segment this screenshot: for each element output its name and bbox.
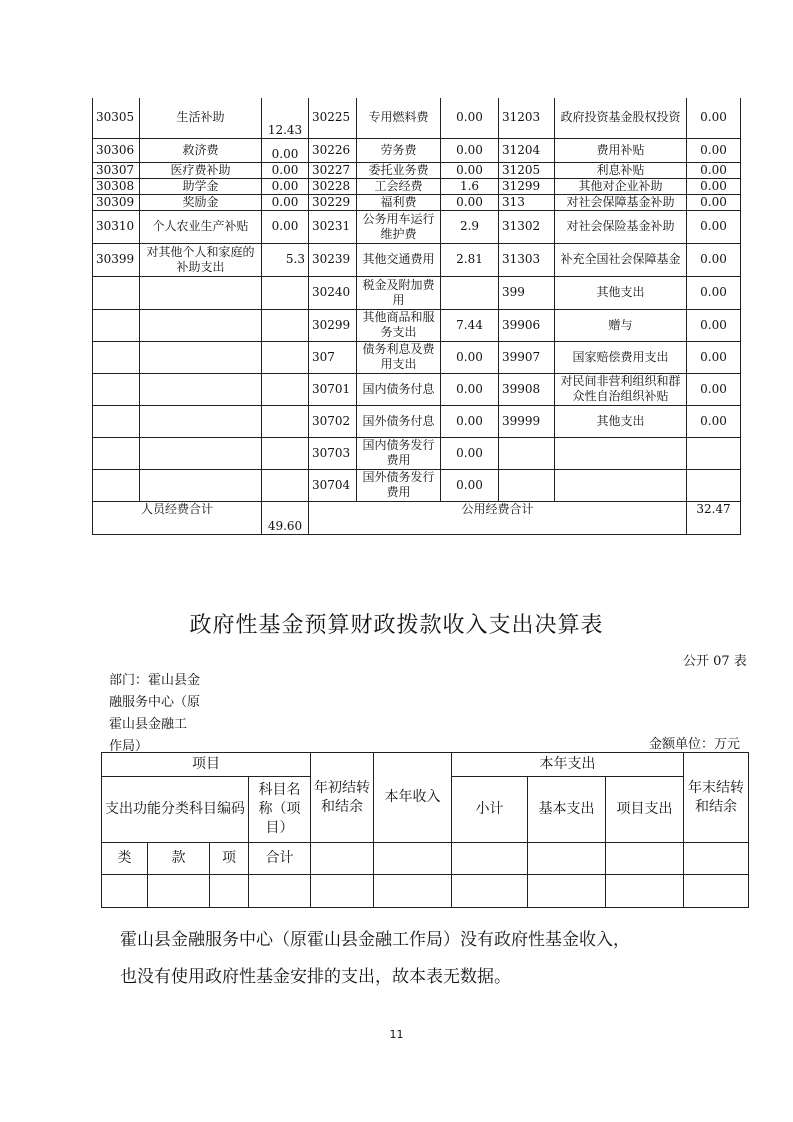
value-right: 0.00 [687, 138, 741, 162]
value-mid: 7.44 [441, 309, 499, 341]
name-left: 个人农业生产补贴 [140, 210, 262, 243]
empty-cell [374, 875, 452, 908]
name-right: 其他对企业补助 [555, 178, 687, 194]
name-mid: 专用燃料费 [357, 98, 441, 138]
empty-cell [606, 875, 684, 908]
header-project-expense: 项目支出 [606, 777, 684, 843]
header-subject-name: 科目名称（项目） [249, 777, 311, 843]
code-mid: 30240 [309, 276, 357, 309]
code-right: 31204 [499, 138, 555, 162]
value-right [687, 469, 741, 501]
value-left [262, 469, 309, 501]
header-subtotal: 小计 [452, 777, 528, 843]
code-right [499, 469, 555, 501]
header-begin-balance: 年初结转和结余 [311, 753, 374, 843]
table-row [93, 469, 741, 501]
value-mid: 0.00 [441, 194, 499, 210]
empty-cell [684, 843, 749, 875]
table-row [93, 373, 741, 405]
name-left: 助学金 [140, 178, 262, 194]
code-mid: 307 [309, 341, 357, 373]
department-line: 部门：霍山县金 [109, 673, 201, 688]
name-right [555, 469, 687, 501]
empty-cell [528, 875, 606, 908]
totals-row [93, 501, 741, 534]
sub-kuan: 款 [148, 843, 210, 875]
value-left: 0.00 [262, 178, 309, 194]
code-mid: 30704 [309, 469, 357, 501]
value-left: 0.00 [262, 210, 309, 243]
table-row [93, 405, 741, 437]
code-left [93, 405, 140, 437]
name-right: 对社会保险基金补助 [555, 210, 687, 243]
value-left [262, 405, 309, 437]
code-left [93, 373, 140, 405]
value-right: 0.00 [687, 210, 741, 243]
fund-budget-table [101, 752, 749, 908]
department-line: 作局） [109, 739, 149, 754]
code-mid: 30225 [309, 98, 357, 138]
value-right: 0.00 [687, 162, 741, 178]
value-mid: 0.00 [441, 341, 499, 373]
name-left [140, 373, 262, 405]
code-left: 30309 [93, 194, 140, 210]
name-mid: 公务用车运行维护费 [357, 210, 441, 243]
value-left: 5.3 [262, 243, 309, 276]
code-mid: 30239 [309, 243, 357, 276]
name-left [140, 405, 262, 437]
value-mid: 0.00 [441, 437, 499, 469]
table-row [93, 98, 741, 138]
code-left: 30307 [93, 162, 140, 178]
value-left [262, 341, 309, 373]
name-left [140, 469, 262, 501]
name-right: 利息补贴 [555, 162, 687, 178]
amount-unit: 金额单位：万元 [649, 737, 741, 752]
value-right: 0.00 [687, 309, 741, 341]
value-right: 0.00 [687, 341, 741, 373]
name-right: 其他支出 [555, 405, 687, 437]
code-right: 31299 [499, 178, 555, 194]
code-left: 30305 [93, 98, 140, 138]
code-mid: 30227 [309, 162, 357, 178]
value-right: 0.00 [687, 98, 741, 138]
name-right: 补充全国社会保障基金 [555, 243, 687, 276]
code-right: 31303 [499, 243, 555, 276]
value-mid: 2.9 [441, 210, 499, 243]
code-right: 31203 [499, 98, 555, 138]
sub-xiang: 项 [210, 843, 249, 875]
empty-cell [311, 875, 374, 908]
name-mid: 国内债务付息 [357, 373, 441, 405]
name-mid: 国外债务发行费用 [357, 469, 441, 501]
code-left: 30308 [93, 178, 140, 194]
name-mid: 福利费 [357, 194, 441, 210]
note-line-1: 霍山县金融服务中心（原霍山县金融工作局）没有政府性基金收入， [120, 930, 630, 950]
name-mid: 税金及附加费用 [357, 276, 441, 309]
code-left [93, 469, 140, 501]
value-mid: 0.00 [441, 469, 499, 501]
empty-cell [210, 875, 249, 908]
name-mid: 工会经费 [357, 178, 441, 194]
code-mid: 30703 [309, 437, 357, 469]
code-mid: 30702 [309, 405, 357, 437]
code-left [93, 437, 140, 469]
code-right: 399 [499, 276, 555, 309]
name-right: 对社会保障基金补助 [555, 194, 687, 210]
name-left: 医疗费补助 [140, 162, 262, 178]
table-row [93, 309, 741, 341]
total-public-value: 32.47 [687, 501, 741, 534]
value-left [262, 309, 309, 341]
code-left: 30306 [93, 138, 140, 162]
code-mid: 30228 [309, 178, 357, 194]
code-left: 30399 [93, 243, 140, 276]
header-project: 项目 [102, 753, 311, 777]
table-row [93, 243, 741, 276]
code-mid: 30299 [309, 309, 357, 341]
code-mid: 30229 [309, 194, 357, 210]
code-right: 39999 [499, 405, 555, 437]
name-right: 费用补贴 [555, 138, 687, 162]
expense-detail-body [93, 98, 741, 534]
code-right: 31205 [499, 162, 555, 178]
table-row [93, 210, 741, 243]
name-mid: 委托业务费 [357, 162, 441, 178]
value-right: 0.00 [687, 243, 741, 276]
value-mid: 1.6 [441, 178, 499, 194]
name-right [555, 437, 687, 469]
empty-cell [148, 875, 210, 908]
code-mid: 30231 [309, 210, 357, 243]
value-left [262, 373, 309, 405]
total-personnel-label: 人员经费合计 [93, 501, 262, 534]
value-left [262, 437, 309, 469]
value-mid: 0.00 [441, 373, 499, 405]
header-expense: 本年支出 [452, 753, 684, 777]
empty-cell [249, 875, 311, 908]
code-right: 39908 [499, 373, 555, 405]
value-mid [441, 276, 499, 309]
header-category: 支出功能分类科目编码 [102, 777, 249, 843]
name-mid: 其他商品和服务支出 [357, 309, 441, 341]
value-left: 12.43 [262, 98, 309, 138]
value-left: 0.00 [262, 162, 309, 178]
value-left [262, 276, 309, 309]
value-left: 0.00 [262, 194, 309, 210]
expense-detail-table [92, 98, 741, 535]
department-block [109, 670, 200, 758]
empty-cell [606, 843, 684, 875]
note-line-2: 也没有使用政府性基金安排的支出，故本表无数据。 [120, 967, 511, 987]
code-right: 39906 [499, 309, 555, 341]
table-row [93, 138, 741, 162]
name-left [140, 341, 262, 373]
table-row [93, 162, 741, 178]
code-mid: 30226 [309, 138, 357, 162]
total-personnel-value: 49.60 [262, 501, 309, 534]
code-left [93, 341, 140, 373]
name-mid: 国外债务付息 [357, 405, 441, 437]
department-line: 霍山县金融工 [109, 717, 188, 732]
value-right: 0.00 [687, 178, 741, 194]
code-right [499, 437, 555, 469]
name-right: 对民间非营利组织和群众性自治组织补贴 [555, 373, 687, 405]
name-right: 政府投资基金股权投资 [555, 98, 687, 138]
table-row [93, 437, 741, 469]
name-left: 对其他个人和家庭的补助支出 [140, 243, 262, 276]
code-right: 39907 [499, 341, 555, 373]
empty-cell [452, 843, 528, 875]
name-left [140, 437, 262, 469]
code-left [93, 309, 140, 341]
code-right: 31302 [499, 210, 555, 243]
value-mid: 2.81 [441, 243, 499, 276]
sub-lei: 类 [102, 843, 148, 875]
name-right: 其他支出 [555, 276, 687, 309]
value-mid: 0.00 [441, 138, 499, 162]
value-left: 0.00 [262, 138, 309, 162]
name-left [140, 309, 262, 341]
page-title: 政府性基金预算财政拨款收入支出决算表 [189, 613, 604, 638]
empty-cell [528, 843, 606, 875]
total-public-label: 公用经费合计 [309, 501, 687, 534]
sub-total: 合计 [249, 843, 311, 875]
empty-cell [684, 875, 749, 908]
table-row [93, 194, 741, 210]
department-line: 融服务中心（原 [109, 695, 201, 710]
name-mid: 劳务费 [357, 138, 441, 162]
value-right [687, 437, 741, 469]
value-mid: 0.00 [441, 98, 499, 138]
value-right: 0.00 [687, 405, 741, 437]
header-basic: 基本支出 [528, 777, 606, 843]
value-mid: 0.00 [441, 405, 499, 437]
name-mid: 其他交通费用 [357, 243, 441, 276]
name-left: 救济费 [140, 138, 262, 162]
table-row [93, 341, 741, 373]
name-left [140, 276, 262, 309]
value-right: 0.00 [687, 373, 741, 405]
value-mid: 0.00 [441, 162, 499, 178]
empty-cell [102, 875, 148, 908]
name-mid: 国内债务发行费用 [357, 437, 441, 469]
value-right: 0.00 [687, 276, 741, 309]
header-end-balance: 年末结转和结余 [684, 753, 749, 843]
code-mid: 30701 [309, 373, 357, 405]
code-left [93, 276, 140, 309]
name-left: 奖励金 [140, 194, 262, 210]
table-row [93, 178, 741, 194]
code-right: 313 [499, 194, 555, 210]
form-code: 公开 07 表 [683, 654, 747, 669]
name-left: 生活补助 [140, 98, 262, 138]
empty-cell [374, 843, 452, 875]
empty-cell [311, 843, 374, 875]
code-left: 30310 [93, 210, 140, 243]
empty-cell [452, 875, 528, 908]
name-mid: 债务利息及费用支出 [357, 341, 441, 373]
header-income: 本年收入 [374, 753, 452, 843]
table-row [93, 276, 741, 309]
name-right: 赠与 [555, 309, 687, 341]
page-number: 11 [389, 1028, 404, 1041]
value-right: 0.00 [687, 194, 741, 210]
name-right: 国家赔偿费用支出 [555, 341, 687, 373]
